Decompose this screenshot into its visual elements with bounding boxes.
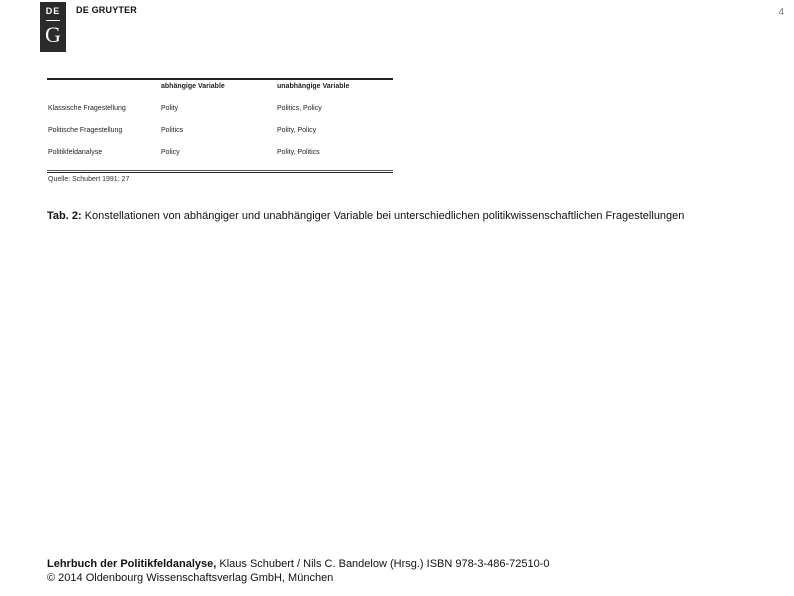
table-cell: Polity, Politics: [277, 149, 320, 156]
caption-label: Tab. 2:: [47, 210, 82, 222]
table-bottom-rule: [47, 170, 393, 171]
table-cell: Polity: [161, 105, 179, 112]
column-header-independent: unabhängige Variable: [277, 83, 350, 90]
table-top-rule: [47, 78, 393, 80]
book-citation: Klaus Schubert / Nils C. Bandelow (Hrsg.) ISBN 978-3-486-72510-0: [219, 558, 550, 570]
table-row-label: Politische Fragestellung: [48, 127, 123, 134]
brand-name: DE GRUYTER: [76, 5, 138, 15]
table-row-label: Politikfeldanalyse: [48, 149, 103, 156]
table-caption: [47, 208, 707, 225]
citation-footer: [47, 557, 550, 585]
table-bottom-rule-double: [47, 172, 393, 173]
table-source: Quelle: Schubert 1991: 27: [48, 176, 130, 183]
table-cell: Polity, Policy: [277, 127, 317, 134]
caption-text: Konstellationen von abhängiger und unabhängiger Variable bei unterschiedlichen politikwissenschaftlichen Fragestellungen: [84, 210, 685, 222]
table-cell: Politics: [161, 127, 184, 134]
publisher-logo: [40, 2, 66, 52]
book-title: Lehrbuch der Politikfeldanalyse,: [47, 558, 217, 570]
table-row-label: Klassische Fragestellung: [48, 105, 126, 112]
page-number: 4: [778, 7, 784, 18]
column-header-dependent: abhängige Variable: [161, 83, 225, 90]
table-cell: Politics, Policy: [277, 105, 322, 112]
copyright-line: © 2014 Oldenbourg Wissenschaftsverlag GmbH, München: [47, 572, 334, 584]
table-cell: Policy: [161, 149, 180, 156]
citation-line: [47, 557, 550, 571]
logo-de-text: DE: [45, 6, 61, 16]
logo-g-letter: G: [45, 22, 61, 47]
logo-divider: [46, 20, 60, 21]
